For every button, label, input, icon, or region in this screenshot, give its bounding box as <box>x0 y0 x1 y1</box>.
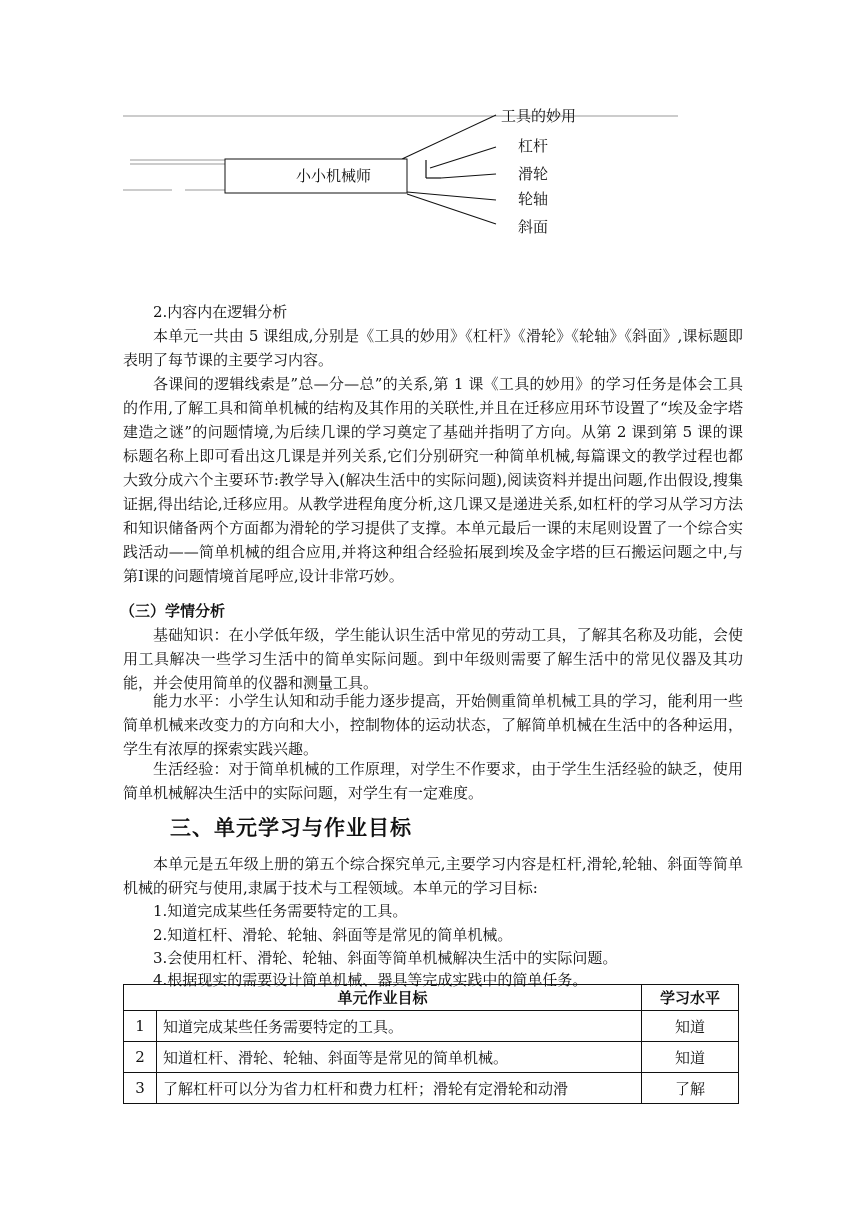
diagram-branch-label: 轮轴 <box>518 190 549 208</box>
learner-paragraph-ability: 能力水平：小学生认知和动手能力逐步提高，开始侧重简单机械工具的学习，能利用一些简单机械来改变力的方向和大小，控制物体的运动状态，了解简单机械在生活中的各种运用，学生有浓厚的探索实践兴趣。 <box>123 692 743 758</box>
connector-line <box>430 147 496 168</box>
learner-heading: （三）学情分析 <box>120 602 226 620</box>
diagram-branch-label: 工具的妙用 <box>501 107 577 125</box>
table-cell-num: 2 <box>124 1042 157 1073</box>
logic-paragraph-1: 本单元一共由 5 课组成,分别是《工具的妙用》《杠杆》《滑轮》《轮轴》《斜面》,课标题即表明了每节课的主要学习内容。 <box>123 327 743 369</box>
unit-structure-diagram <box>0 0 860 300</box>
learner-paragraph-experience: 生活经验：对于简单机械的工作原理，对学生不作要求，由于学生生活经验的缺乏，使用简单机械解决生活中的实际问题，对学生有一定难度。 <box>123 760 743 802</box>
diagram-branch-label: 滑轮 <box>518 165 549 183</box>
connector-line <box>402 115 496 159</box>
table-header-row <box>124 985 739 1011</box>
objective-item: 3.会使用杠杆、滑轮、轮轴、斜面等简单机械解决生活中的实际问题。 <box>153 949 618 967</box>
objectives-intro: 本单元是五年级上册的第五个综合探究单元,主要学习内容是杠杆,滑轮,轮轴、斜面等简单机械的研究与使用,隶属于技术与工程领域。本单元的学习目标: <box>123 855 743 897</box>
objective-item: 1.知道完成某些任务需要特定的工具。 <box>153 902 408 920</box>
objective-item: 4.根据现实的需要设计简单机械、器具等完成实践中的简单任务。 <box>153 971 588 989</box>
table-row <box>124 1011 739 1042</box>
table-cell-level: 知道 <box>642 1011 739 1042</box>
logic-paragraph-2: 各课间的逻辑线索是”总—分—总”的关系,第 1 课《工具的妙用》的学习任务是体会工具的作用,了解工具和简单机械的结构及其作用的关联性,并且在迁移应用环节设置了“埃及金字塔建造之谜”的问题情境,为后续几课的学习奠定了基础并指明了方向。从第 2 课到第 5 课的课标题名称上即可看出这几课是并列关系,它们分别研究一种简单机械,每篇课文的教学过程也都大致分成六个主要环节:教学导入(解决生活中的实际问题),阅读资料并提出问题,作出假设,搜集证据,得出结论,迁移应用。从教学进程角度分析,这几课又是递进关系,如杠杆的学习从学习方法和知识储备两个方面都为滑轮的学习提供了支撑。本单元最后一课的末尾则设置了一个综合实践活动——简单机械的组合应用,并将这种组合经验拓展到埃及金字塔的巨石搬运问题之中,与第Ⅰ课的问题情境首尾呼应,设计非常巧妙。 <box>123 375 743 585</box>
table-header-goal: 单元作业目标 <box>124 985 642 1011</box>
table-cell-num: 1 <box>124 1011 157 1042</box>
section-heading-objectives: 三、单元学习与作业目标 <box>170 816 412 840</box>
table-cell-goal: 知道杠杆、滑轮、轮轴、斜面等是常见的简单机械。 <box>157 1042 642 1073</box>
table-row <box>124 1073 739 1104</box>
table-cell-goal: 了解杠杆可以分为省力杠杆和费力杠杆；滑轮有定滑轮和动滑 <box>157 1073 642 1104</box>
objectives-table <box>123 984 739 1104</box>
connector-line <box>441 174 496 178</box>
table-row <box>124 1042 739 1073</box>
table-cell-goal: 知道完成某些任务需要特定的工具。 <box>157 1011 642 1042</box>
diagram-branch-label: 杠杆 <box>518 137 549 155</box>
learner-paragraph-knowledge: 基础知识：在小学低年级，学生能认识生活中常见的劳动工具，了解其名称及功能，会使用工具解决一些学习生活中的简单实际问题。到中年级则需要了解生活中的常见仪器及其功能，并会使用简单的仪器和测量工具。 <box>123 626 743 692</box>
table-cell-num: 3 <box>124 1073 157 1104</box>
logic-heading: 2.内容内在逻辑分析 <box>153 303 288 321</box>
objective-item: 2.知道杠杆、滑轮、轮轴、斜面等是常见的简单机械。 <box>153 926 513 944</box>
table-header-level: 学习水平 <box>642 985 739 1011</box>
diagram-branch-label: 斜面 <box>518 218 549 236</box>
diagram-root-label: 小小机械师 <box>296 167 372 185</box>
table-cell-level: 知道 <box>642 1042 739 1073</box>
table-cell-level: 了解 <box>642 1073 739 1104</box>
